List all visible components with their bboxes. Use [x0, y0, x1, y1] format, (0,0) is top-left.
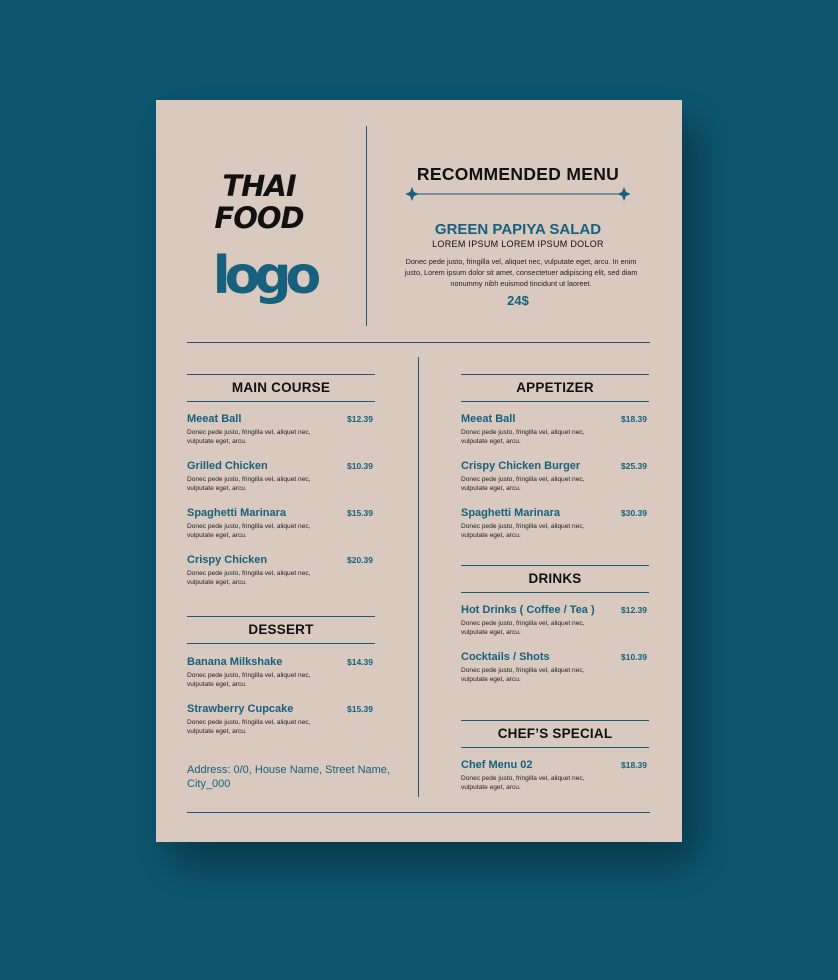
menu-item — [461, 651, 649, 698]
item-name: Meeat Ball — [461, 413, 516, 425]
star-left-icon — [406, 187, 419, 201]
featured-dish-description: Donec pede justo, fringilla vel, aliquet nec, vulputate eget, arcu. In enim justo, Lorem ipsum dolor sit amet, consectetuer adipiscing elit, sed diam nonummy nibh euismod tincidunt ut laoreet. — [404, 257, 638, 288]
section-title: DRINKS — [528, 571, 582, 586]
item-price: $15.39 — [347, 508, 373, 518]
item-price: $25.39 — [621, 461, 647, 471]
item-price: $10.39 — [347, 461, 373, 471]
menu-item — [461, 604, 649, 651]
menu-paper — [156, 100, 682, 842]
item-name: Meeat Ball — [187, 413, 242, 425]
star-right-icon — [617, 187, 630, 201]
item-name: Spaghetti Marinara — [461, 507, 561, 519]
section-drinks — [461, 565, 649, 593]
item-price: $10.39 — [621, 652, 647, 662]
item-name: Cocktails / Shots — [461, 651, 550, 663]
logo-text: logo — [212, 247, 316, 305]
item-description: Donec pede justo, fringilla vel, aliquet nec, vulputate eget, arcu. — [461, 429, 585, 445]
featured-dish-subtitle: LOREM IPSUM LOREM IPSUM DOLOR — [432, 239, 604, 249]
menu-item — [187, 554, 375, 601]
address: Address: 0/0, House Name, Street Name, City_000 — [187, 764, 390, 790]
header-divider — [366, 126, 367, 326]
section-title: DESSERT — [248, 622, 314, 637]
item-description: Donec pede justo, fringilla vel, aliquet nec, vulputate eget, arcu. — [461, 476, 585, 492]
brand-title-line2: FOOD — [214, 201, 304, 235]
item-description: Donec pede justo, fringilla vel, aliquet nec, vulputate eget, arcu. — [187, 476, 311, 492]
item-name: Grilled Chicken — [187, 460, 268, 472]
column-divider — [418, 357, 419, 797]
item-name: Chef Menu 02 — [461, 759, 533, 771]
item-name: Crispy Chicken Burger — [461, 460, 581, 472]
featured-dish-price: 24$ — [507, 293, 529, 308]
footer-rule — [187, 812, 650, 813]
item-price: $12.39 — [621, 605, 647, 615]
section-main-course — [187, 374, 375, 402]
main-course-list — [187, 413, 375, 601]
recommended-heading: RECOMMENDED MENU — [416, 164, 620, 184]
section-dessert — [187, 616, 375, 644]
item-name: Crispy Chicken — [187, 554, 268, 566]
brand-title — [184, 170, 334, 234]
section-title: CHEF’S SPECIAL — [497, 726, 613, 741]
section-title: APPETIZER — [516, 380, 594, 395]
item-description: Donec pede justo, fringilla vel, aliquet nec, vulputate eget, arcu. — [187, 523, 311, 539]
item-price: $20.39 — [347, 555, 373, 565]
item-price: $18.39 — [621, 760, 647, 770]
menu-item — [461, 507, 649, 554]
menu-item — [187, 413, 375, 460]
item-description: Donec pede justo, fringilla vel, aliquet nec, vulputate eget, arcu. — [187, 429, 311, 445]
menu-item — [187, 460, 375, 507]
item-description: Donec pede justo, fringilla vel, aliquet nec, vulputate eget, arcu. — [187, 719, 311, 735]
item-price: $14.39 — [347, 657, 373, 667]
menu-item — [461, 413, 649, 460]
section-title: MAIN COURSE — [231, 380, 331, 395]
item-description: Donec pede justo, fringilla vel, aliquet nec, vulputate eget, arcu. — [187, 672, 311, 688]
section-appetizer — [461, 374, 649, 402]
item-price: $30.39 — [621, 508, 647, 518]
item-name: Spaghetti Marinara — [187, 507, 287, 519]
ornament-divider — [406, 186, 630, 202]
header-bottom-rule — [187, 342, 650, 343]
item-name: Banana Milkshake — [187, 656, 283, 668]
menu-item — [461, 460, 649, 507]
item-description: Donec pede justo, fringilla vel, aliquet nec, vulputate eget, arcu. — [461, 523, 585, 539]
menu-item — [187, 656, 375, 703]
item-name: Hot Drinks ( Coffee / Tea ) — [461, 604, 595, 616]
chefs-special-list — [461, 759, 649, 806]
item-description: Donec pede justo, fringilla vel, aliquet nec, vulputate eget, arcu. — [461, 620, 585, 636]
item-price: $15.39 — [347, 704, 373, 714]
featured-dish-name: GREEN PAPIYA SALAD — [434, 221, 602, 238]
item-description: Donec pede justo, fringilla vel, aliquet nec, vulputate eget, arcu. — [187, 570, 311, 586]
appetizer-list — [461, 413, 649, 554]
menu-item — [187, 703, 375, 750]
item-price: $12.39 — [347, 414, 373, 424]
section-chefs-special — [461, 720, 649, 748]
menu-item — [461, 759, 649, 806]
item-description: Donec pede justo, fringilla vel, aliquet nec, vulputate eget, arcu. — [461, 667, 585, 683]
brand-title-line1: THAI — [222, 169, 296, 203]
item-price: $18.39 — [621, 414, 647, 424]
item-description: Donec pede justo, fringilla vel, aliquet nec, vulputate eget, arcu. — [461, 775, 585, 791]
item-name: Strawberry Cupcake — [187, 703, 294, 715]
menu-item — [187, 507, 375, 554]
dessert-list — [187, 656, 375, 750]
drinks-list — [461, 604, 649, 698]
logo — [202, 247, 326, 305]
